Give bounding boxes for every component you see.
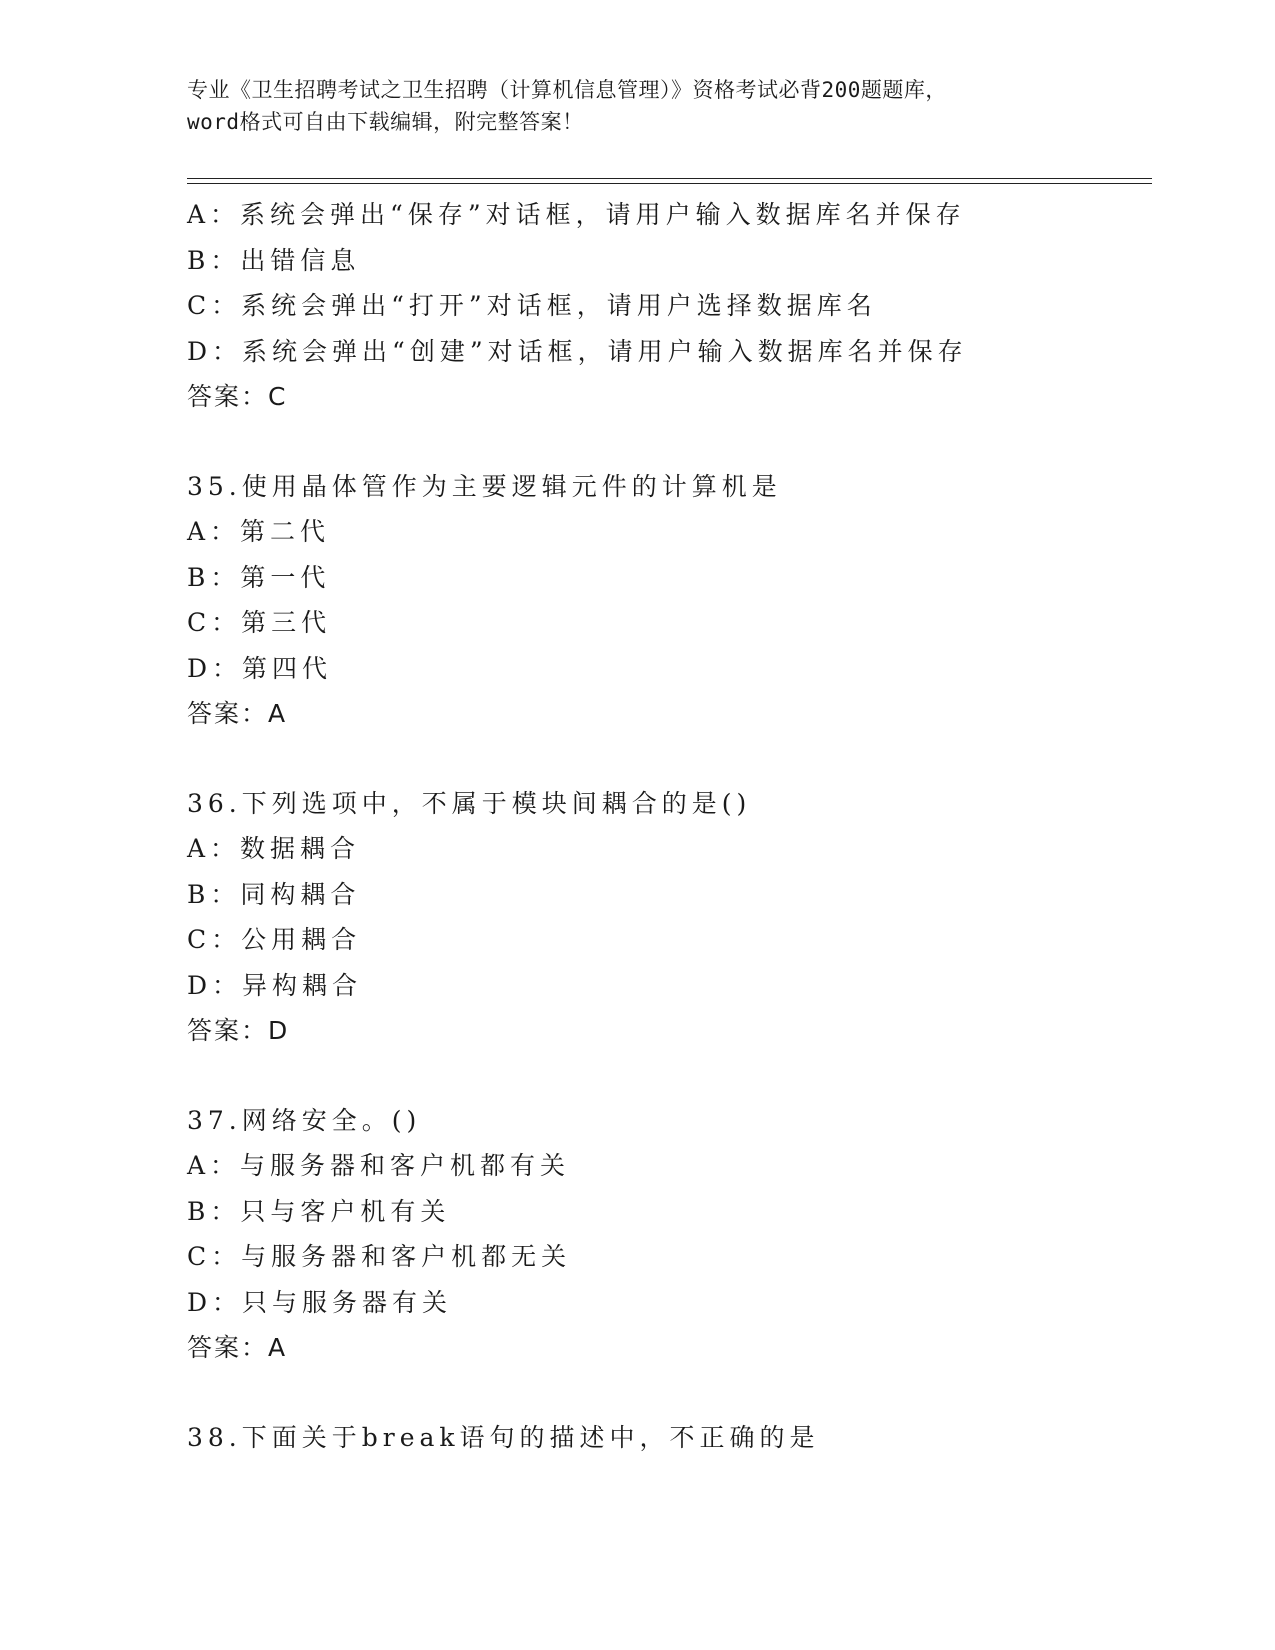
question-text: 35.使用晶体管作为主要逻辑元件的计算机是	[187, 471, 782, 501]
option-b: B：同构耦合	[187, 879, 361, 909]
question-block-35	[187, 464, 1147, 737]
question-text: 36.下列选项中，不属于模块间耦合的是()	[187, 788, 752, 818]
question-list	[187, 192, 1147, 1460]
option-c: C：系统会弹出“打开”对话框，请用户选择数据库名	[187, 291, 877, 320]
question-text: 37.网络安全。()	[187, 1105, 422, 1135]
block-spacer	[187, 1371, 1147, 1415]
option-d: D：只与服务器有关	[187, 1287, 453, 1317]
option-d: D：系统会弹出“创建”对话框，请用户输入数据库名并保存	[187, 336, 968, 366]
question-block-38	[187, 1415, 1147, 1461]
option-a: A：系统会弹出“保存”对话框，请用户输入数据库名并保存	[187, 200, 966, 229]
option-d: D：第四代	[187, 653, 333, 683]
question-block-37	[187, 1098, 1147, 1371]
option-b: B：第一代	[187, 562, 331, 592]
option-a: A：数据耦合	[187, 834, 361, 863]
option-a: A：与服务器和客户机都有关	[187, 1151, 571, 1180]
header-divider-top	[187, 178, 1152, 179]
header-title-line-2: word格式可自由下载编辑，附完整答案！	[187, 110, 584, 134]
header-title-line-1: 专业《卫生招聘考试之卫生招聘（计算机信息管理）》资格考试必背200题题库，	[187, 78, 947, 102]
option-c: C：第三代	[187, 608, 332, 637]
option-d: D：异构耦合	[187, 970, 363, 1000]
question-block-36	[187, 781, 1147, 1054]
question-block-34	[187, 192, 1147, 420]
answer-line: 答案：D	[187, 1016, 290, 1045]
block-spacer	[187, 1054, 1147, 1098]
block-spacer	[187, 737, 1147, 781]
option-c: C：与服务器和客户机都无关	[187, 1242, 572, 1271]
question-text: 38.下面关于break语句的描述中，不正确的是	[187, 1422, 820, 1452]
document-header	[187, 74, 1147, 138]
option-a: A：第二代	[187, 517, 331, 546]
answer-line: 答案：A	[187, 1333, 288, 1362]
option-c: C：公用耦合	[187, 925, 362, 954]
header-divider-bottom	[187, 183, 1152, 184]
answer-line: 答案：A	[187, 699, 288, 728]
answer-line: 答案：C	[187, 382, 288, 411]
option-b: B：只与客户机有关	[187, 1196, 451, 1226]
option-b: B：出错信息	[187, 245, 361, 275]
block-spacer	[187, 420, 1147, 464]
